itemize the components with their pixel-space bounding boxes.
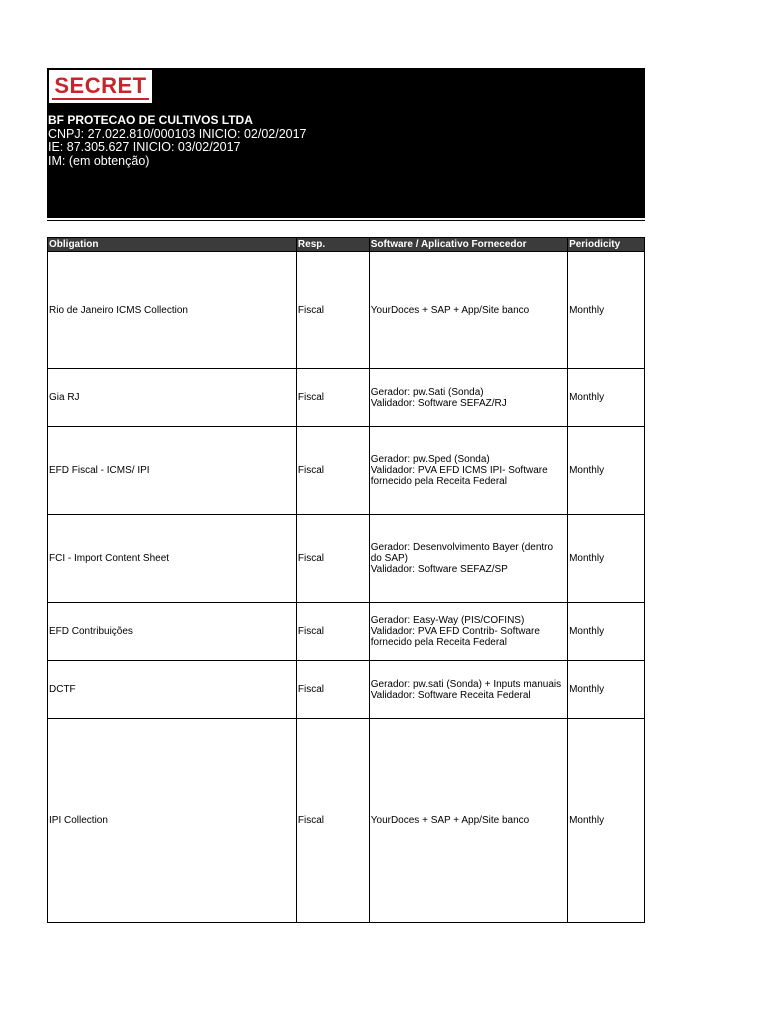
cell-obligation: FCI - Import Content Sheet [48,515,297,603]
secret-logo-text: SECRET [52,73,149,100]
cnpj-line: CNPJ: 27.022.810/000103 INICIO: 02/02/2017 [48,126,307,141]
cell-resp: Fiscal [296,603,369,661]
cell-software [369,369,567,427]
cell-software [369,252,567,369]
cell-obligation: DCTF [48,661,297,719]
cell-obligation: EFD Contribuições [48,603,297,661]
cell-periodicity: Monthly [568,427,645,515]
software-line: Gerador: pw.sati (Sonda) + Inputs manuais [370,678,562,690]
cell-periodicity: Monthly [568,515,645,603]
ie-line: IE: 87.305.627 INICIO: 03/02/2017 [48,140,241,154]
cell-periodicity: Monthly [568,661,645,719]
software-line: YourDoces + SAP + App/Site banco [370,815,530,826]
column-header-periodicity: Periodicity [568,238,645,252]
cell-resp: Fiscal [296,515,369,603]
cell-periodicity: Monthly [568,719,645,923]
cell-resp: Fiscal [296,427,369,515]
table-row [48,603,645,661]
column-header-software: Software / Aplicativo Fornecedor [369,238,567,252]
table-header-row [48,238,645,252]
cell-resp: Fiscal [296,719,369,923]
software-line: Validador: Software Receita Federal [370,689,531,701]
software-line: Validador: PVA EFD Contrib- Software fornecido pela Receita Federal [370,626,540,648]
cell-software [369,515,567,603]
company-header [47,68,645,220]
cell-software [369,603,567,661]
table-row [48,427,645,515]
table-row [48,252,645,369]
im-line: IM: (em obtenção) [48,153,150,168]
software-line: Validador: Software SEFAZ/RJ [370,397,507,409]
cell-obligation: EFD Fiscal - ICMS/ IPI [48,427,297,515]
table-row [48,515,645,603]
software-line: Gerador: Easy-Way (PIS/COFINS) [370,615,525,626]
table-row [48,369,645,427]
software-line: Gerador: Desenvolvimento Bayer (dentro do SAP) [370,542,554,564]
cell-obligation: IPI Collection [48,719,297,923]
cell-periodicity: Monthly [568,603,645,661]
software-line: Validador: Software SEFAZ/SP [370,564,508,575]
secret-logo [49,70,152,103]
company-info [48,114,307,168]
software-line: YourDoces + SAP + App/Site banco [370,304,530,316]
cell-software [369,427,567,515]
table-row [48,661,645,719]
cell-software [369,661,567,719]
column-header-obligation: Obligation [48,238,297,252]
cell-periodicity: Monthly [568,369,645,427]
table-row [48,719,645,923]
cell-periodicity: Monthly [568,252,645,369]
software-line: Gerador: pw.Sped (Sonda) [370,454,490,465]
column-header-resp: Resp. [296,238,369,252]
cell-software [369,719,567,923]
software-line: Validador: PVA EFD ICMS IPI- Software fornecido pela Receita Federal [370,465,548,487]
cell-obligation: Rio de Janeiro ICMS Collection [48,252,297,369]
cell-resp: Fiscal [296,661,369,719]
obligations-table [47,237,645,923]
software-line: Gerador: pw.Sati (Sonda) [370,386,484,398]
cell-resp: Fiscal [296,369,369,427]
company-name: BF PROTECAO DE CULTIVOS LTDA [48,113,253,127]
cell-resp: Fiscal [296,252,369,369]
cell-obligation: Gia RJ [48,369,297,427]
